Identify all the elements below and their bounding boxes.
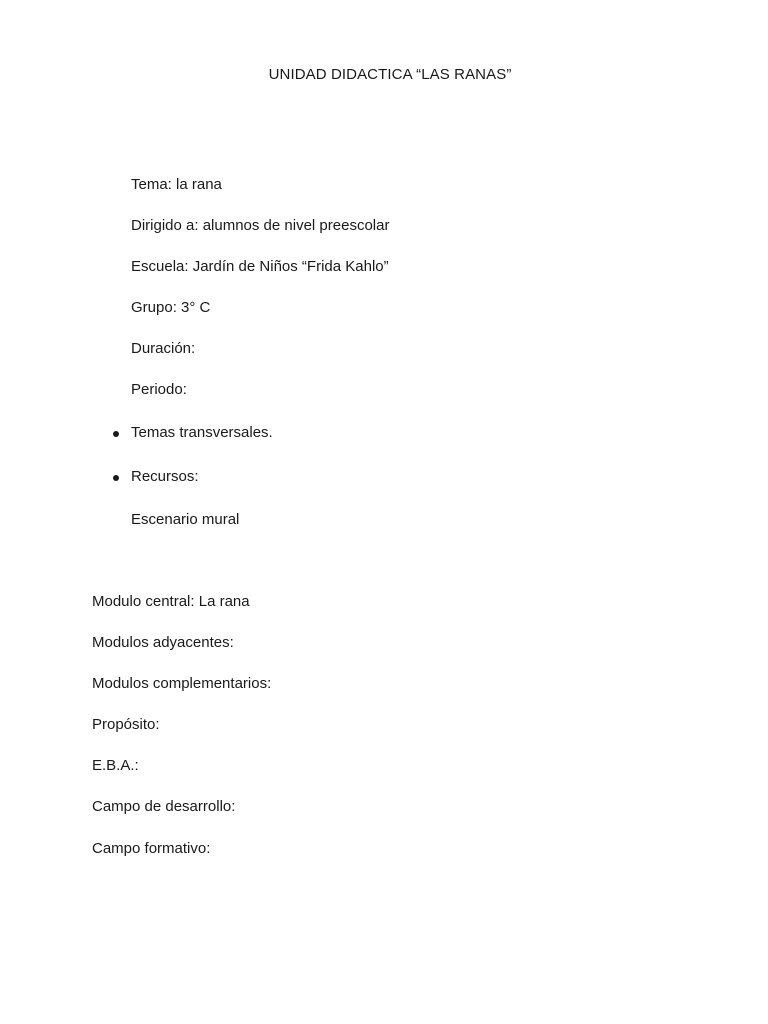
resource-escenario-mural: Escenario mural <box>131 511 240 528</box>
field-grupo: Grupo: 3° C <box>131 299 211 316</box>
field-eba: E.B.A.: <box>92 757 139 774</box>
field-modulo-central: Modulo central: La rana <box>92 593 250 610</box>
field-campo-formativo: Campo formativo: <box>92 840 211 857</box>
field-modulos-complementarios: Modulos complementarios: <box>92 675 272 692</box>
field-duracion: Duración: <box>131 340 196 357</box>
field-campo-desarrollo: Campo de desarrollo: <box>92 798 236 815</box>
field-tema: Tema: la rana <box>131 176 222 193</box>
field-proposito: Propósito: <box>92 716 160 733</box>
bullet-icon <box>113 431 119 437</box>
document-title: UNIDAD DIDACTICA “LAS RANAS” <box>268 66 512 83</box>
bullet-recursos: Recursos: <box>131 468 199 485</box>
field-periodo: Periodo: <box>131 381 187 398</box>
bullet-temas-transversales: Temas transversales. <box>131 424 273 441</box>
field-escuela: Escuela: Jardín de Niños “Frida Kahlo” <box>131 258 389 275</box>
field-modulos-adyacentes: Modulos adyacentes: <box>92 634 234 651</box>
field-dirigido: Dirigido a: alumnos de nivel preescolar <box>131 217 390 234</box>
bullet-icon <box>113 475 119 481</box>
